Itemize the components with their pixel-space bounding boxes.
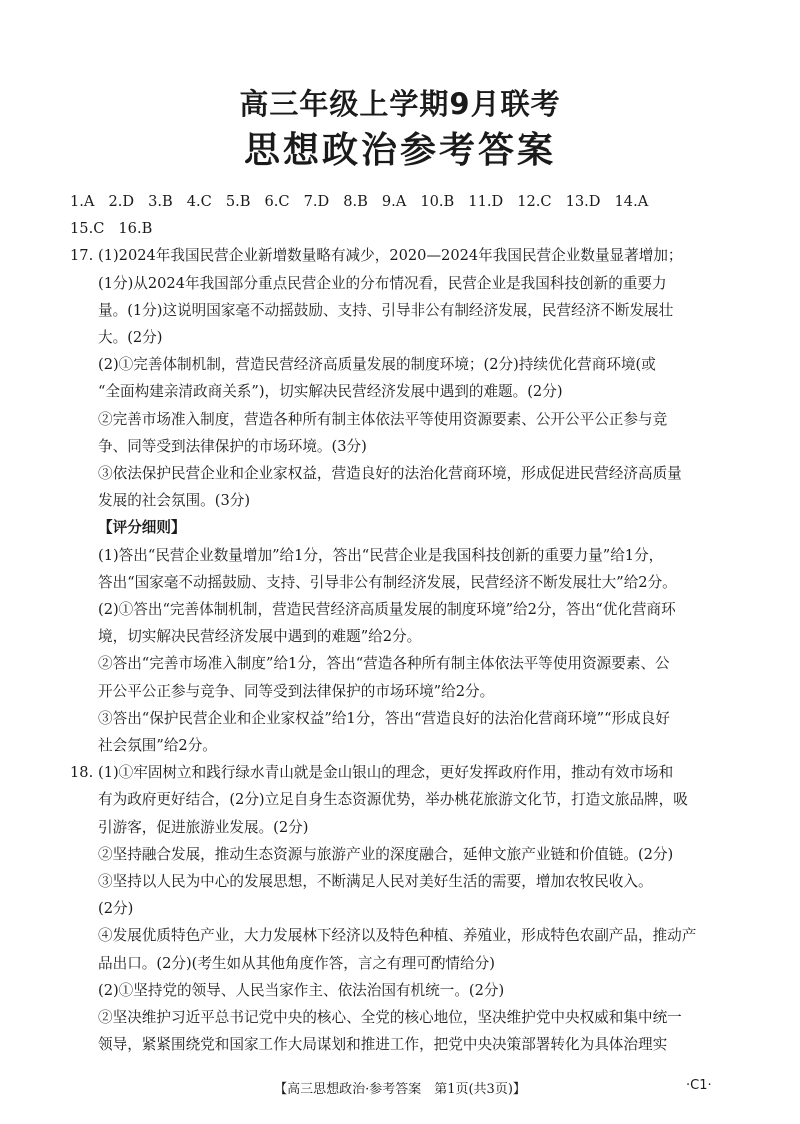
q17-line: (2)①完善体制机制，营造民营经济高质量发展的制度环境；(2分)持续优化营商环境(或 xyxy=(98,356,656,374)
choice-answer: 8.B xyxy=(343,193,368,210)
rubric-line: 开公平公正参与竞争、同等受到法律保护的市场环境”给2分。 xyxy=(98,682,495,700)
choice-answer: 3.B xyxy=(148,193,173,210)
question-number: 18. xyxy=(70,764,94,782)
rubric-line: 境，切实解决民营经济发展中遇到的难题”给2分。 xyxy=(98,628,422,646)
exam-title: 高三年级上学期9月联考 xyxy=(239,87,561,121)
q17-line: “全面构建亲清政商关系”)，切实解决民营经济发展中遇到的难题。(2分) xyxy=(98,383,563,401)
q18-line: ③坚持以人民为中心的发展思想，不断满足人民对美好生活的需要，增加农牧民收入。 xyxy=(98,873,653,891)
rubric-line: 答出“国家毫不动摇鼓励、支持、引导非公有制经济发展，民营经济不断发展壮大”给2分。 xyxy=(98,573,677,591)
paper-code: ·C1· xyxy=(686,1078,712,1093)
rubric-heading: 【评分细则】 xyxy=(98,519,186,537)
q17-line: (1分)从2024年我国部分重点民营企业的分布情况看，民营企业是我国科技创新的重要力 xyxy=(98,274,667,292)
choice-answer: 12.C xyxy=(517,193,552,210)
q18-line: 引游客，促进旅游业发展。(2分) xyxy=(98,818,309,836)
q18-line: (2分) xyxy=(98,900,134,918)
choice-answer: 4.C xyxy=(186,193,212,210)
rubric-line: (2)①答出“完善体制机制，营造民营经济高质量发展的制度环境”给2分，答出“优化营商环 xyxy=(98,601,676,619)
choice-answer: 7.D xyxy=(303,193,330,210)
choice-answer: 10.B xyxy=(420,193,455,210)
choice-answer: 1.A xyxy=(70,193,95,210)
q18-line: 有为政府更好结合，(2分)立足自身生态资源优势，举办桃花旅游文化节，打造文旅品牌，吸 xyxy=(98,791,688,809)
choice-answer: 2.D xyxy=(108,193,135,210)
choice-answer: 16.B xyxy=(118,220,153,238)
rubric-line: (1)答出“民营企业数量增加”给1分，答出“民营企业是我国科技创新的重要力量”给1分， xyxy=(98,546,664,564)
footer-label: 【高三思想政治·参考答案 第1页(共3页)】 xyxy=(274,1082,526,1097)
q18-line: ②坚持融合发展，推动生态资源与旅游产业的深度融合，延伸文旅产业链和价值链。(2分) xyxy=(98,845,674,863)
choice-answers-row-2 xyxy=(70,215,740,242)
choice-answer: 6.C xyxy=(264,193,290,210)
choice-answer: 13.D xyxy=(565,193,601,210)
q17-line: 争、同等受到法律保护的市场环境。(3分) xyxy=(98,437,367,455)
q17-line: ②完善市场准入制度，营造各种所有制主体依法平等使用资源要素、公开公平公正参与竞 xyxy=(98,410,668,428)
q18-line: 18. (1)①牢固树立和践行绿水青山就是金山银山的理念，更好发挥政府作用，推动有效市场和 xyxy=(70,759,740,786)
q17-line: 量。(1分)这说明国家毫不动摇鼓励、支持、引导非公有制经济发展，民营经济不断发展壮 xyxy=(98,301,674,319)
q17-line: 大。(2分) xyxy=(98,329,163,347)
answer-body xyxy=(70,188,740,1059)
choice-answer: 9.A xyxy=(381,193,407,210)
q18-line: 领导，紧紧围绕党和国家工作大局谋划和推进工作，把党中央决策部署转化为具体治理实 xyxy=(98,1036,668,1054)
choice-answers-row-1 xyxy=(70,188,740,215)
q17-line: 17. (1)2024年我国民营企业新增数量略有减少，2020—2024年我国民营企业数量显著增加； xyxy=(70,242,740,269)
q17-line: 发展的社会氛围。(3分) xyxy=(98,492,251,510)
rubric-line: 社会氛围”给2分。 xyxy=(98,737,217,755)
rubric-line: ③答出“保护民营企业和企业家权益”给1分，答出“营造良好的法治化营商环境”“形成良好 xyxy=(98,709,670,727)
question-number: 17. xyxy=(70,247,94,265)
subject-title: 思想政治参考答案 xyxy=(243,130,556,171)
choice-answer: 11.D xyxy=(468,193,504,210)
q17-line: ③依法保护民营企业和企业家权益，营造良好的法治化营商环境，形成促进民营经济高质量 xyxy=(98,465,682,483)
choice-answer: 14.A xyxy=(614,193,649,210)
q18-line: (2)①坚持党的领导、人民当家作主、依法治国有机统一。(2分) xyxy=(98,981,505,999)
rubric-line: ②答出“完善市场准入制度”给1分，答出“营造各种所有制主体依法平等使用资源要素、公 xyxy=(98,655,670,673)
q18-line: 品出口。(2分)(考生如从其他角度作答，言之有理可酌情给分) xyxy=(98,954,495,972)
q18-line: ④发展优质特色产业，大力发展林下经济以及特色种植、养殖业，形成特色农副产品，推动产 xyxy=(98,927,697,945)
choice-answer: 5.B xyxy=(225,193,251,210)
choice-answer: 15.C xyxy=(70,220,105,238)
q18-line: ②坚决维护习近平总书记党中央的核心、全党的核心地位，坚决维护党中央权威和集中统一 xyxy=(98,1009,682,1027)
